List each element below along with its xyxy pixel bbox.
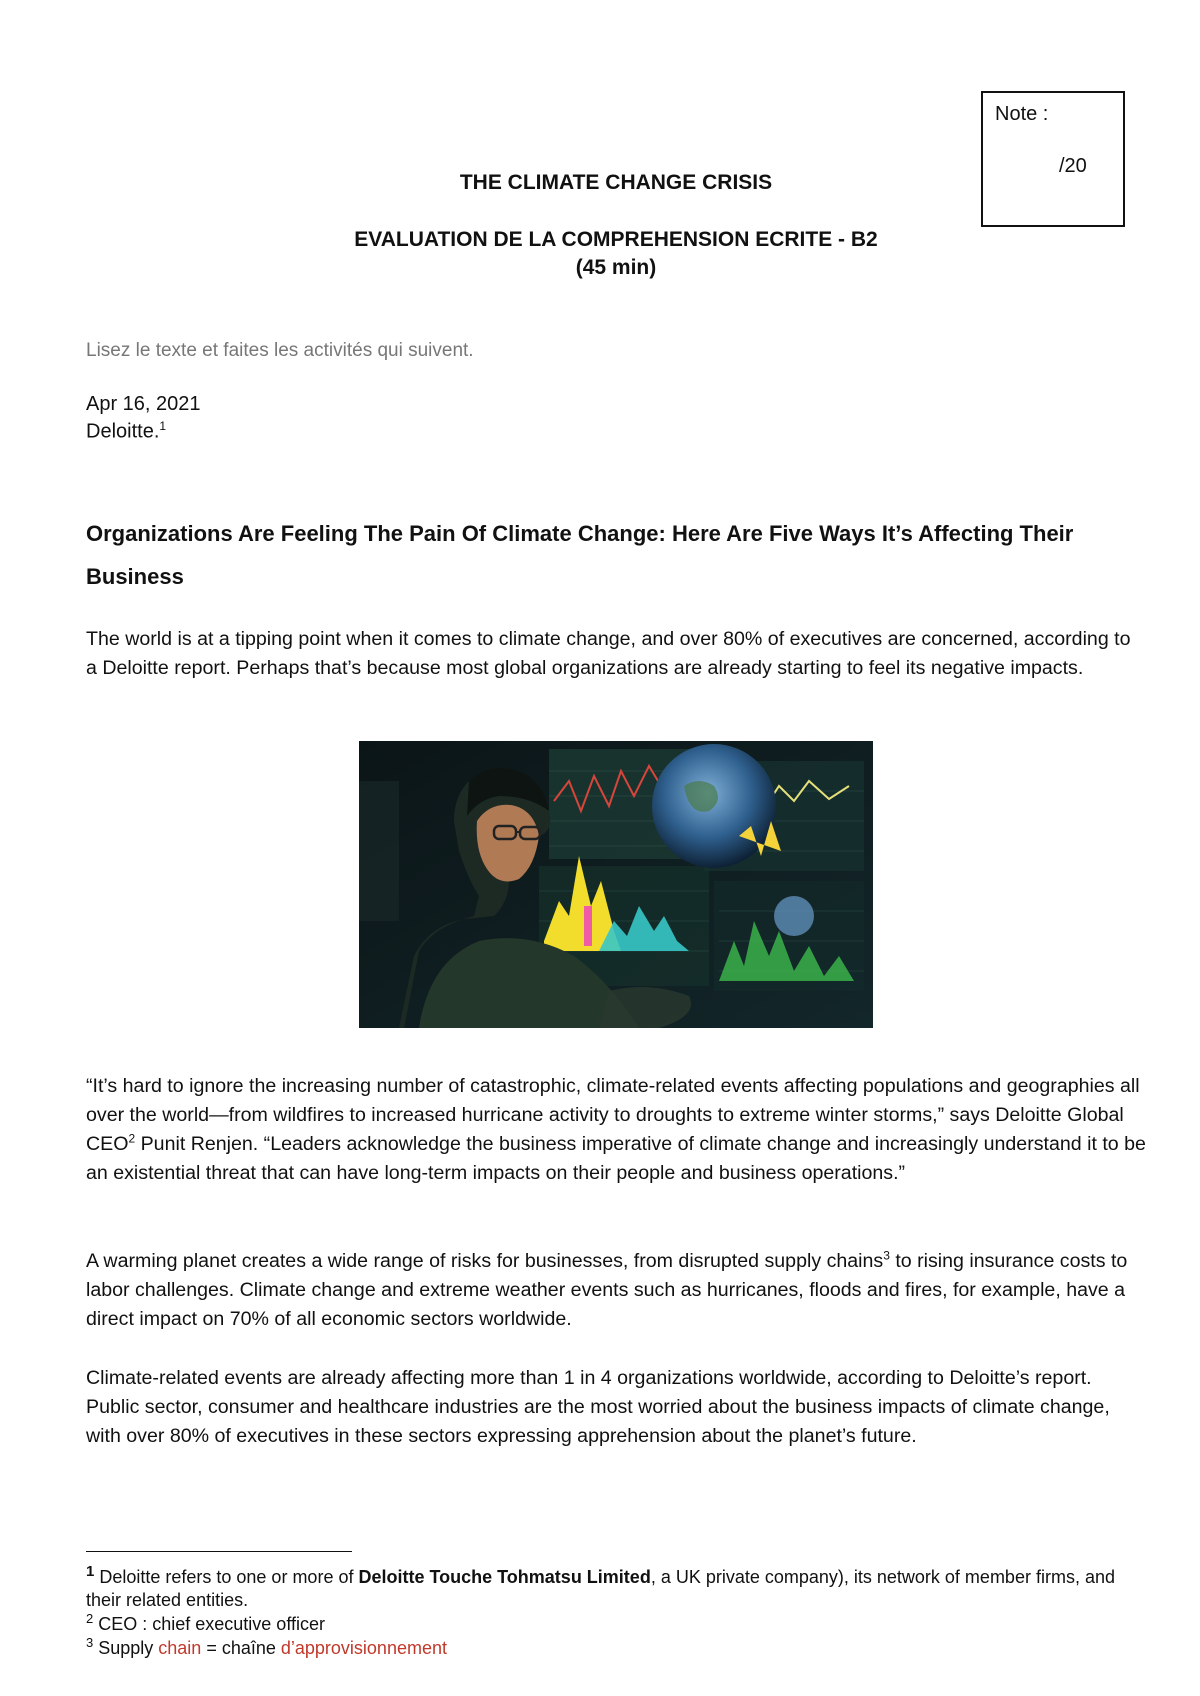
footnote-1-mark: 1 (86, 1563, 95, 1580)
footnote-ref-1: 1 (159, 419, 167, 433)
paragraph-4: Climate-related events are already affecting more than 1 in 4 organizations worldwide, according to Deloitte’s report. Public sector, consumer and healthcare industries are the most worried about the business impacts of climate change, with over 80% of executives in these sectors expressing apprehension about the planet’s future. (86, 1367, 1110, 1447)
paragraph-2-part-a: “It’s hard to ignore the increasing number of catastrophic, climate-related events affecting populations and geographies all over the world—from wildfires to increased hurricane activity to droughts to extreme winter storms,” says Deloitte Global CEO (86, 1075, 1140, 1155)
paragraph-2 (86, 1072, 1146, 1188)
footnote-3-text-b: = chaîne (201, 1638, 281, 1658)
document-subtitle: EVALUATION DE LA COMPREHENSION ECRITE - B2 (354, 228, 878, 251)
document-title: THE CLIMATE CHANGE CRISIS (459, 171, 773, 194)
footnote-3-term-approvisionnement: d’approvisionnement (280, 1638, 447, 1658)
paragraph-3 (86, 1247, 1146, 1334)
footnote-2-mark: 2 (86, 1611, 94, 1626)
article-source (86, 419, 166, 444)
grade-label: Note : (995, 103, 1049, 125)
photo-illustration (359, 741, 873, 1028)
instruction-text: Lisez le texte et faites les activités qui suivent. (86, 340, 474, 361)
footnote-ref-2: 2 (128, 1131, 136, 1146)
article-title: Organizations Are Feeling The Pain Of Climate Change: Here Are Five Ways It’s Affecting Their Business (86, 521, 1074, 589)
paragraph-3-part-b: to rising insurance costs to labor challenges. Climate change and extreme weather events such as hurricanes, floods and fires, for example, have a direct impact on 70% of all economic sectors worldwide. (86, 1250, 1128, 1330)
footnote-3 (86, 1637, 1146, 1660)
paragraph-3-part-a: A warming planet creates a wide range of risks for businesses, from disrupted supply chains (86, 1250, 884, 1272)
article-date: Apr 16, 2021 (86, 393, 201, 415)
source-name: Deloitte. (86, 420, 160, 443)
article-photo (359, 741, 873, 1028)
footnote-1 (86, 1563, 1146, 1612)
footnote-2-text: CEO : chief executive officer (93, 1614, 326, 1634)
footnote-3-mark: 3 (86, 1635, 94, 1650)
paragraph-1: The world is at a tipping point when it comes to climate change, and over 80% of executives are concerned, according to a Deloitte report. Perhaps that’s because most global organizations are already starting to feel its negative impacts. (86, 628, 1131, 679)
footnote-divider (86, 1551, 352, 1552)
footnote-3-term-chain: chain (158, 1638, 202, 1658)
grade-max: /20 (1059, 155, 1087, 177)
footnote-1-company: Deloitte Touche Tohmatsu Limited (358, 1567, 651, 1587)
footnote-1-text-b: , a UK private company), its network of member firms, and their related entities. (86, 1567, 1115, 1610)
footnote-1-text-a: Deloitte refers to one or more of (94, 1567, 359, 1587)
footnote-3-text-a: Supply (93, 1638, 159, 1658)
document-duration: (45 min) (575, 256, 657, 279)
grade-box (981, 91, 1125, 227)
footnote-ref-3: 3 (883, 1248, 890, 1263)
paragraph-2-part-b: Punit Renjen. “Leaders acknowledge the business imperative of climate change and increasingly understand it to be an existential threat that can have long-term impacts on their people and business operations.” (86, 1133, 1146, 1184)
footnote-2 (86, 1613, 1146, 1636)
